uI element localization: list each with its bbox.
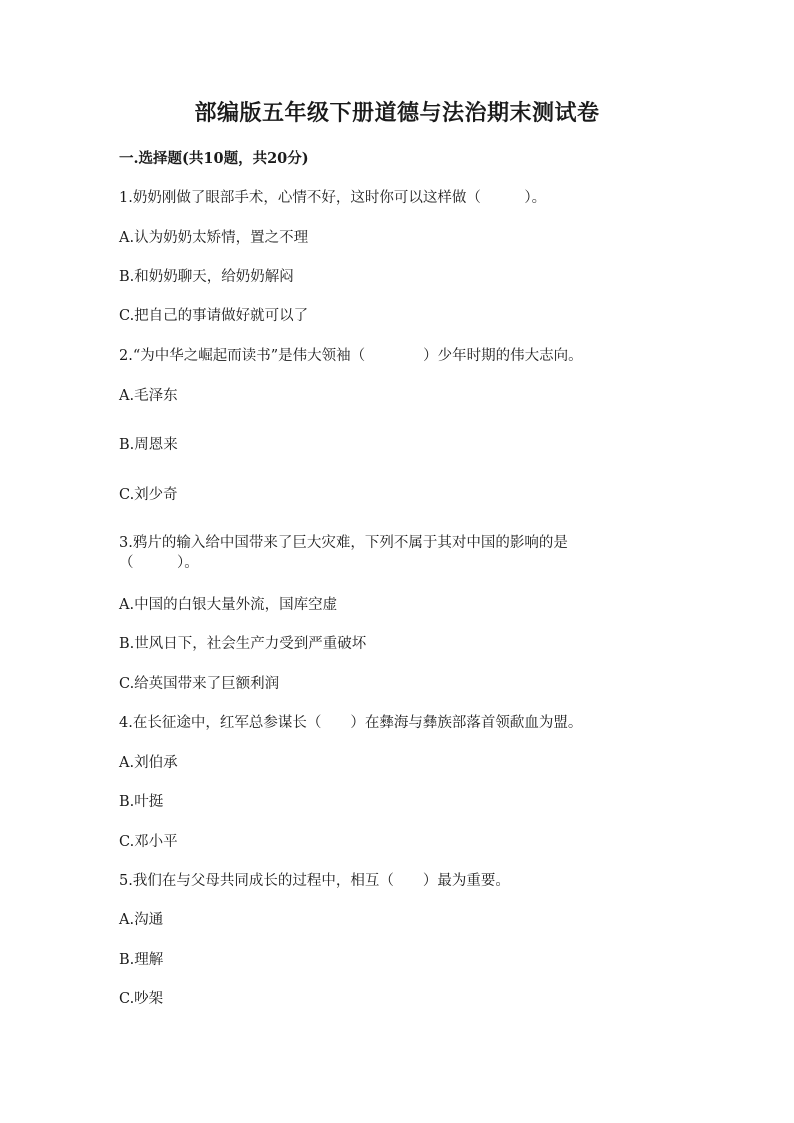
question-1-option-a: A.认为奶奶太矫情，置之不理 (119, 230, 309, 246)
question-5-option-a: A.沟通 (119, 912, 164, 928)
page-title: 部编版五年级下册道德与法治期末测试卷 (194, 100, 600, 126)
question-4-stem: 4.在长征途中，红军总参谋长（ ）在彝海与彝族部落首领歃血为盟。 (119, 715, 583, 731)
question-1-stem: 1.奶奶刚做了眼部手术，心情不好，这时你可以这样做（ ）。 (119, 190, 547, 206)
question-5-option-c: C.吵架 (119, 991, 164, 1007)
question-2-option-c: C.刘少奇 (119, 487, 178, 503)
section-heading: 一.选择题(共10题，共20分) (119, 150, 309, 167)
question-3-stem: 3.鸦片的输入给中国带来了巨大灾难，下列不属于其对中国的影响的是（ ）。 (119, 535, 568, 571)
question-5-option-b: B.理解 (119, 952, 164, 968)
question-5-stem: 5.我们在与父母共同成长的过程中，相互（ ）最为重要。 (119, 873, 510, 889)
question-2-option-a: A.毛泽东 (119, 388, 178, 404)
question-4-option-c: C.邓小平 (119, 834, 178, 850)
question-3-option-b: B.世风日下，社会生产力受到严重破坏 (119, 636, 367, 652)
question-1-option-c: C.把自己的事请做好就可以了 (119, 308, 309, 324)
question-3-option-c: C.给英国带来了巨额利润 (119, 676, 280, 692)
question-2-stem: 2.“为中华之崛起而读书”是伟大领袖（ ）少年时期的伟大志向。 (119, 348, 583, 364)
question-4-option-b: B.叶挺 (119, 794, 164, 810)
question-1-option-b: B.和奶奶聊天，给奶奶解闷 (119, 269, 294, 285)
question-4-option-a: A.刘伯承 (119, 755, 178, 771)
question-3-option-a: A.中国的白银大量外流，国库空虚 (119, 597, 338, 613)
question-2-option-b: B.周恩来 (119, 437, 178, 453)
